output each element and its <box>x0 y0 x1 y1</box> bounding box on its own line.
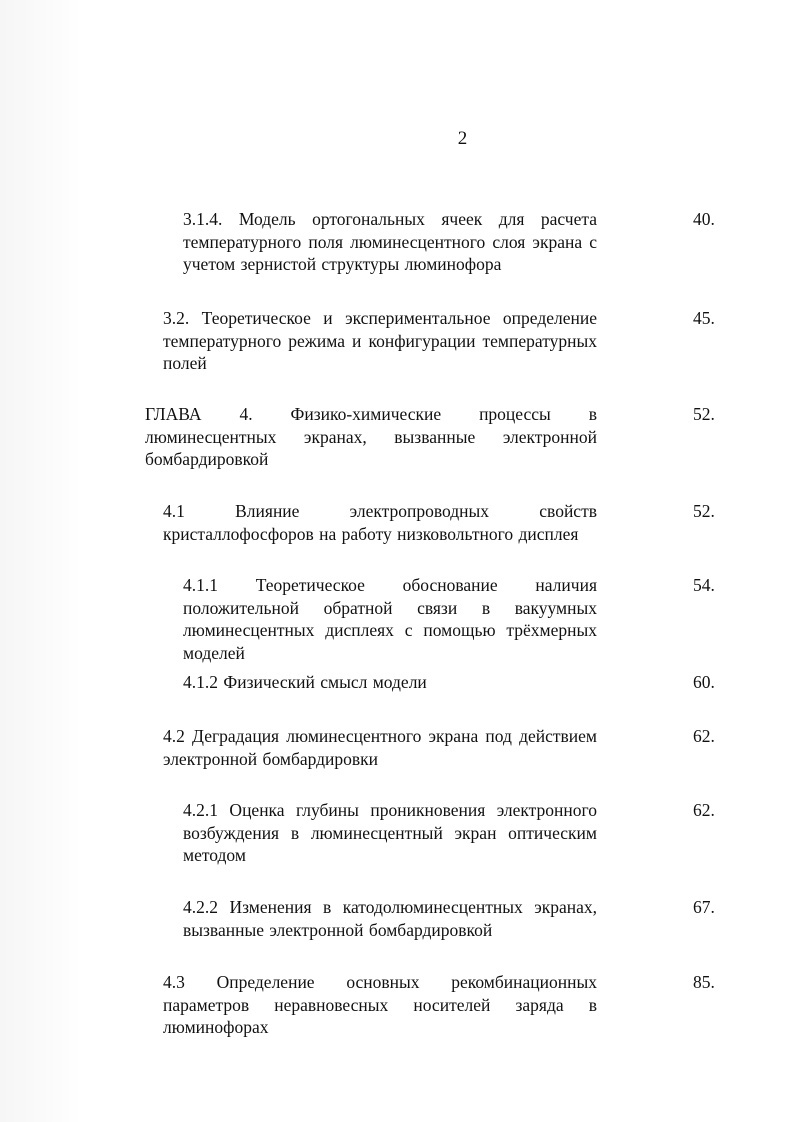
page-number: 2 <box>457 128 468 149</box>
toc-entry-text: 3.2. Теоретическое и экспериментальное определение температурного режима и конфигурации температурных полей <box>163 308 597 373</box>
toc-entry-page: 45. <box>693 308 715 328</box>
toc-entry-page: 85. <box>693 972 715 992</box>
toc-entry-text: 3.1.4. Модель ортогональных ячеек для расчета температурного поля люминесцентного слоя экрана с учетом зернистой структуры люминофора <box>183 209 597 274</box>
toc-entry-page: 60. <box>693 672 715 692</box>
toc-entry-text: 4.1.2 Физический смысл модели <box>183 672 427 692</box>
toc-entry-page: 67. <box>693 897 715 917</box>
toc-entry-text: 4.1 Влияние электропроводных свойств кристаллофосфоров на работу низковольтного дисплея <box>163 501 597 544</box>
toc-entry-text: 4.3 Определение основных рекомбинационных параметров неравновесных носителей заряда в люминофорах <box>163 972 597 1037</box>
toc-entry-text: 4.2.2 Изменения в катодолюминесцентных экранах, вызванные электронной бомбардировкой <box>183 897 597 940</box>
toc-entry-page: 40. <box>693 209 715 229</box>
toc-entry-page: 62. <box>693 726 715 746</box>
toc-entry-page: 52. <box>693 404 715 424</box>
toc-entry-page: 52. <box>693 501 715 521</box>
page-edge-shading <box>0 0 82 1122</box>
toc-entry-text: 4.2.1 Оценка глубины проникновения электронного возбуждения в люминесцентный экран оптическим методом <box>183 800 597 865</box>
toc-entry-page: 54. <box>693 575 715 595</box>
toc-entry-text: 4.1.1 Теоретическое обоснование наличия положительной обратной связи в вакуумных люминесцентных дисплеях с помощью трёхмерных моделей <box>183 575 597 663</box>
toc-entry-text: ГЛАВА 4. Физико-химические процессы в люминесцентных экранах, вызванные электронной бомбардировкой <box>145 404 597 469</box>
toc-entry-text: 4.2 Деградация люминесцентного экрана под действием электронной бомбардировки <box>163 726 597 769</box>
toc-entry-page: 62. <box>693 800 715 820</box>
